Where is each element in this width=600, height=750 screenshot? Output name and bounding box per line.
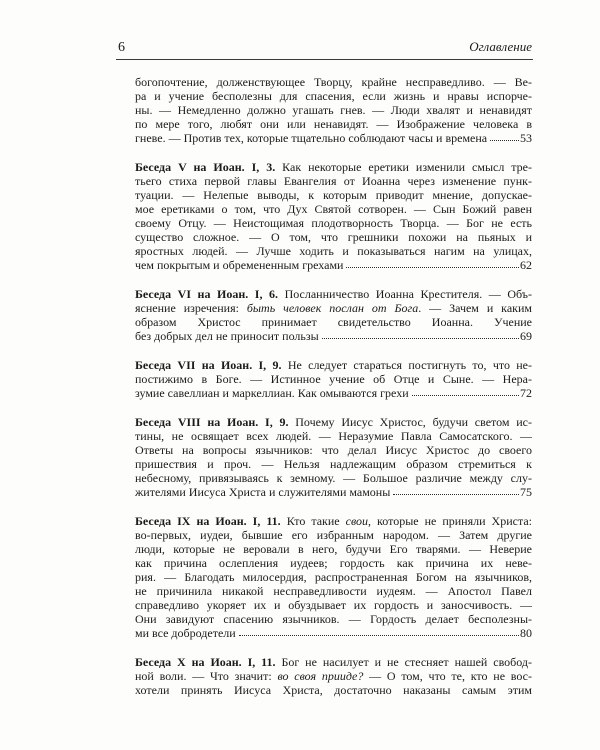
toc-line: не причинила никакой несправедливости иудеям. — Апостол Павел [135, 584, 532, 598]
dot-leader [239, 635, 519, 636]
entry-page-ref: 72 [520, 386, 532, 400]
page-number: 6 [118, 40, 125, 55]
toc-entry [135, 75, 532, 145]
toc-line: тьего стиха первой главы Евангелия от Иоанна через изменение пунк- [135, 174, 532, 188]
toc-line-final [135, 626, 532, 640]
toc-line-text: зумие савеллиан и маркеллиан. Как омываются грехи [135, 386, 409, 400]
toc-line [135, 358, 532, 372]
toc-line-text: — О том, что те, кто не вос- [363, 669, 532, 683]
table-of-contents [135, 75, 532, 697]
toc-line: ра и учение бесполезны для спасения, если жизнь и нравы испорче- [135, 89, 532, 103]
dot-leader [393, 494, 519, 495]
toc-line-text: гневе. — Против тех, которые тщательно соблюдают часы и времена [135, 131, 488, 145]
toc-line [135, 160, 532, 174]
toc-line [135, 287, 532, 301]
toc-line-text: Как некоторые еретики изменили смысл тре- [282, 160, 532, 174]
toc-line: справедливо укоряет их и обуздывает их гордость и заносчивость. — [135, 598, 532, 612]
toc-line: небесному, привязываясь к земному. — Большое различие между слу- [135, 471, 532, 485]
toc-line-text: Кто такие [286, 514, 346, 528]
toc-line: постижимо в Боге. — Истинное учение об Отце и Сыне. — Нера- [135, 372, 532, 386]
toc-line: своему Отцу. — Неистощимая плодотворность Творца. — Бог не есть [135, 216, 532, 230]
toc-line-final [135, 386, 532, 400]
toc-entry [135, 358, 532, 400]
entry-page-ref: 75 [520, 485, 532, 499]
toc-line: во-первых, иудеи, бывшие его избранным народом. — Затем другие [135, 528, 532, 542]
dot-leader [412, 395, 519, 396]
toc-line-text: без добрых дел не приносит пользы [135, 329, 319, 343]
toc-line: люди, которые не веровали в него, будучи Его тварями. — Неверие [135, 542, 532, 556]
toc-line [135, 301, 532, 315]
toc-line: существо сложное. — О том, что грешники похожи на пьяных и [135, 230, 532, 244]
entry-page-ref: 53 [520, 131, 532, 145]
toc-entry [135, 655, 532, 697]
toc-line: мое еретиками о том, что Дух Святой сотворен. — Сын Божий равен [135, 202, 532, 216]
entry-page-ref: 80 [520, 626, 532, 640]
dot-leader [346, 267, 519, 268]
entry-page-ref: 69 [520, 329, 532, 343]
toc-line: образом Христос принимает свидетельство Иоанна. Учение [135, 315, 532, 329]
toc-line [135, 655, 532, 669]
toc-line: как причина ослепления иудеев; гордость как причина их неве- [135, 556, 532, 570]
entry-heading: Беседа X на Иоан. I, 11. [135, 655, 276, 669]
toc-line: туации. — Нелепые выводы, к которым приводит мнение, допускае- [135, 188, 532, 202]
entry-page-ref: 62 [520, 258, 532, 272]
entry-heading: Беседа VII на Иоан. I, 9. [135, 358, 282, 372]
toc-line-text: Посланничество Иоанна Крестителя. — Объ- [284, 287, 532, 301]
quoted-phrase: свои [345, 514, 369, 528]
toc-line-text: Почему Иисус Христос, будучи светом ис- [295, 415, 533, 429]
toc-line [135, 514, 532, 528]
toc-line-text: . — Зачем и каким [418, 301, 532, 315]
toc-line-text: чем покрытым и обремененным грехами [135, 258, 344, 272]
toc-line [135, 415, 532, 429]
toc-line-final [135, 258, 532, 272]
dot-leader [322, 338, 519, 339]
toc-line-text: ной воли. — Что значит: [135, 669, 278, 683]
toc-line: пришествия и проч. — Нельзя надлежащим образом стремиться к [135, 457, 532, 471]
toc-line: Они завидуют спасению язычников. — Гордость делает бесполезны- [135, 612, 532, 626]
toc-line-text: , которые не приняли Христа: [368, 514, 533, 528]
toc-line: яростных людей. — Лучше ходить и показываться нагим на улицах, [135, 244, 532, 258]
toc-line: рия. — Благодать милосердия, распространенная Богом на язычников, [135, 570, 532, 584]
toc-line-text: Не следует стараться постигнуть то, что не- [287, 358, 532, 372]
toc-line-text: ми все добродетели [135, 626, 236, 640]
quoted-phrase: быть человек послан от Бога [246, 301, 419, 315]
toc-entry [135, 514, 532, 640]
toc-line: по мере того, любят они или ненавидят. — Изображение человека в [135, 117, 532, 131]
toc-line: ны. — Немедленно должно угашать гнев. — Люди хвалят и ненавидят [135, 103, 532, 117]
toc-line-final [135, 485, 532, 499]
toc-line: Ответы на вопросы язычников: что делал Иисус Христос до своего [135, 443, 532, 457]
running-header [116, 38, 533, 60]
toc-line-final [135, 131, 532, 145]
entry-heading: Беседа IX на Иоан. I, 11. [135, 514, 281, 528]
toc-line-text: яснение изречения: [135, 301, 247, 315]
toc-line: хотели принять Иисуса Христа, достаточно наказаны самым этим [135, 683, 532, 697]
toc-line-text: жителями Иисуса Христа и служителями мамоны [135, 485, 391, 499]
toc-entry [135, 160, 532, 272]
dot-leader [490, 140, 519, 141]
toc-line-final [135, 329, 532, 343]
toc-line [135, 669, 532, 683]
entry-heading: Беседа VI на Иоан. I, 6. [135, 287, 279, 301]
entry-heading: Беседа VIII на Иоан. I, 9. [135, 415, 289, 429]
toc-line-text: Бог не насилует и не стесняет нашей свобод- [281, 655, 533, 669]
section-title: Оглавление [469, 39, 532, 54]
toc-entry [135, 415, 532, 499]
toc-line: богопочтение, долженствующее Творцу, крайне несправедливо. — Ве- [135, 75, 532, 89]
entry-heading: Беседа V на Иоан. I, 3. [135, 160, 276, 174]
quoted-phrase: во своя прииде? [277, 669, 364, 683]
toc-line: тины, не освящает всех людей. — Неразумие Павла Самосатского. — [135, 429, 532, 443]
toc-entry [135, 287, 532, 343]
